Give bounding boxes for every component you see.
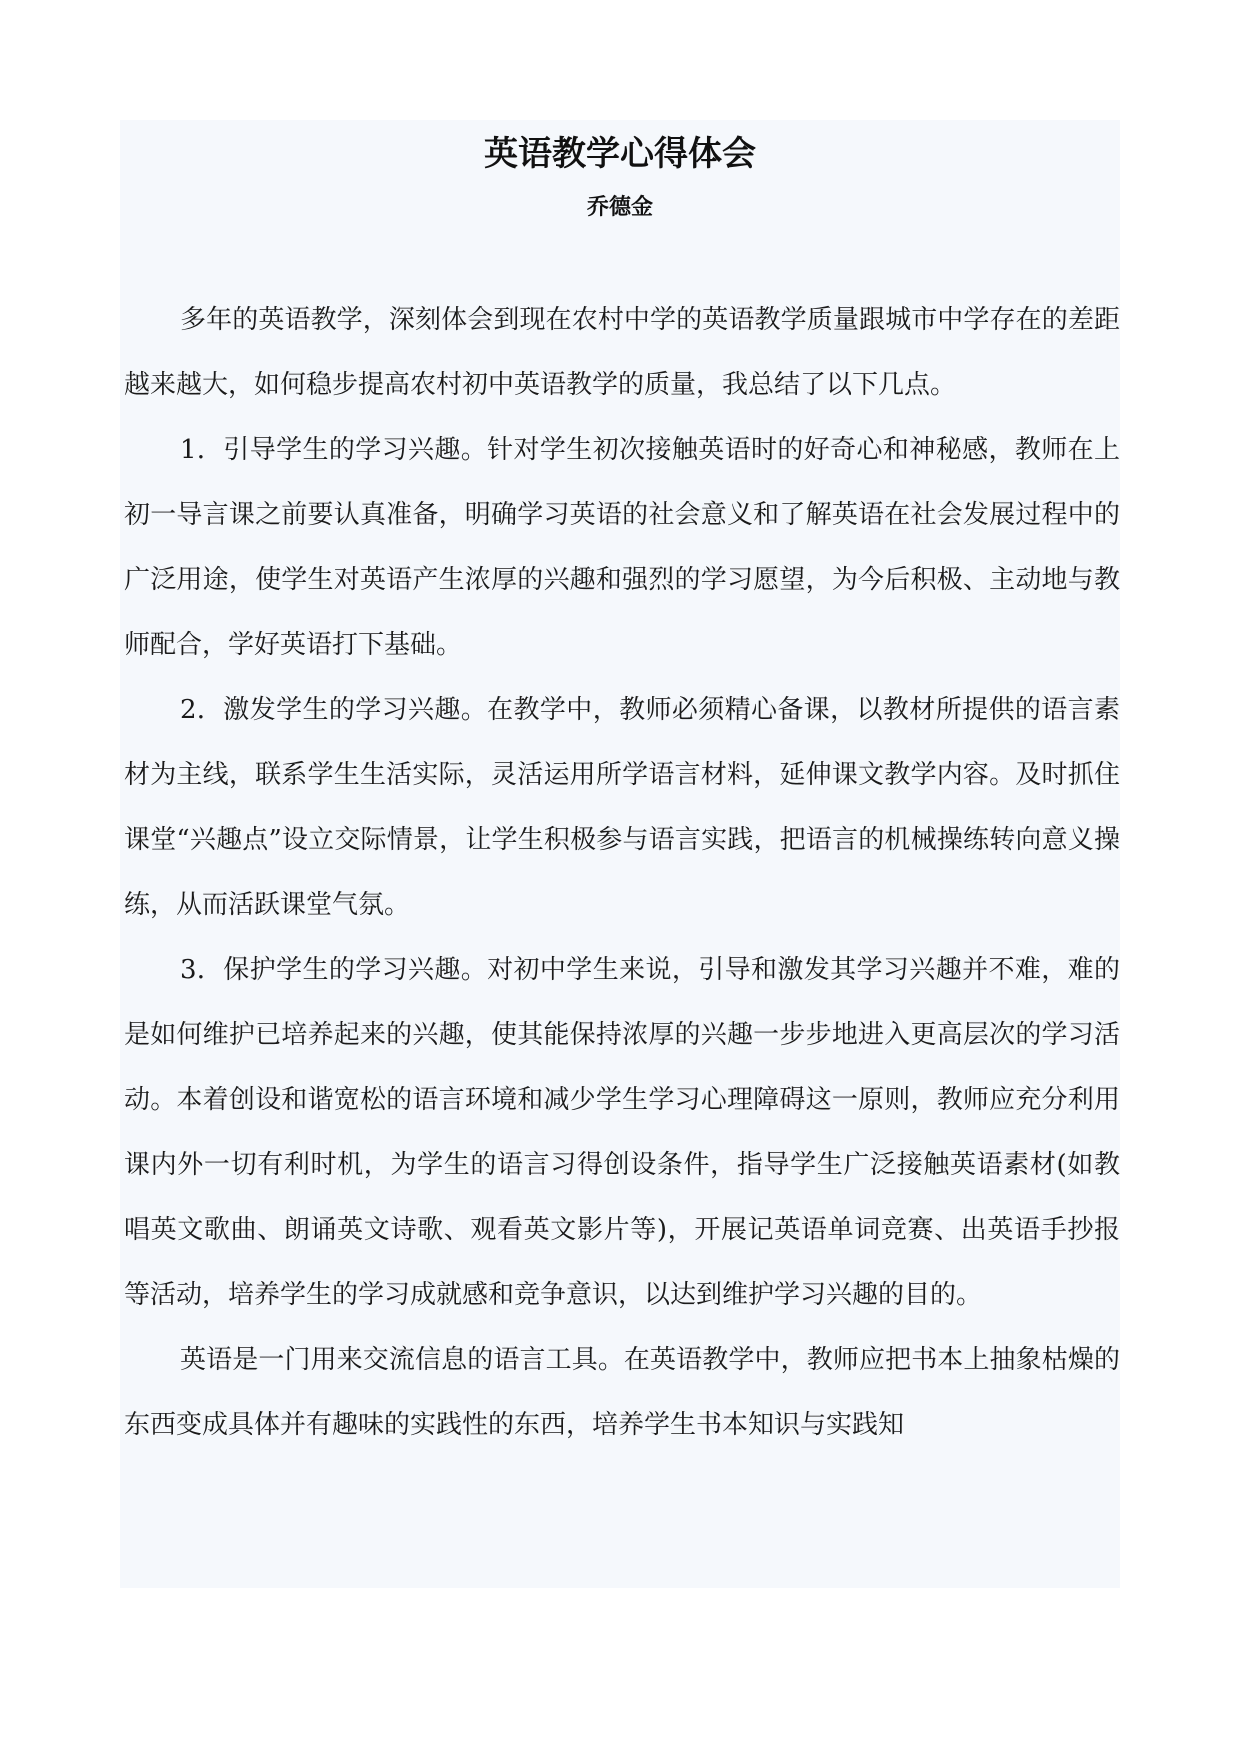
- paragraph-point-1: 1．引导学生的学习兴趣。针对学生初次接触英语时的好奇心和神秘感，教师在上初一导言课之前要认真准备，明确学习英语的社会意义和了解英语在社会发展过程中的广泛用途，使学生对英语产生浓厚的兴趣和强烈的学习愿望，为今后积极、主动地与教师配合，学好英语打下基础。: [124, 435, 1120, 660]
- document-author: 乔德金: [586, 195, 653, 220]
- paragraph-point-2: 2．激发学生的学习兴趣。在教学中，教师必须精心备课，以教材所提供的语言素材为主线，联系学生生活实际，灵活运用所学语言材料，延伸课文教学内容。及时抓住课堂“兴趣点”设立交际情景，让学生积极参与语言实践，把语言的机械操练转向意义操练，从而活跃课堂气氛。: [124, 695, 1120, 920]
- document-body: [124, 288, 1120, 1458]
- paragraph-point-3: 3．保护学生的学习兴趣。对初中学生来说，引导和激发其学习兴趣并不难，难的是如何维护已培养起来的兴趣，使其能保持浓厚的兴趣一步步地进入更高层次的学习活动。本着创设和谐宽松的语言环境和减少学生学习心理障碍这一原则，教师应充分利用课内外一切有利时机，为学生的语言习得创设条件，指导学生广泛接触英语素材(如教唱英文歌曲、朗诵英文诗歌、观看英文影片等)，开展记英语单词竞赛、出英语手抄报等活动，培养学生的学习成就感和竞争意识，以达到维护学习兴趣的目的。: [124, 955, 1120, 1310]
- paragraph-intro: 多年的英语教学，深刻体会到现在农村中学的英语教学质量跟城市中学存在的差距越来越大，如何稳步提高农村初中英语教学的质量，我总结了以下几点。: [124, 305, 1120, 400]
- document-title: 英语教学心得体会: [484, 134, 756, 174]
- paragraph-language-tool: 英语是一门用来交流信息的语言工具。在英语教学中，教师应把书本上抽象枯燥的东西变成具体并有趣味的实践性的东西，培养学生书本知识与实践知: [124, 1345, 1120, 1440]
